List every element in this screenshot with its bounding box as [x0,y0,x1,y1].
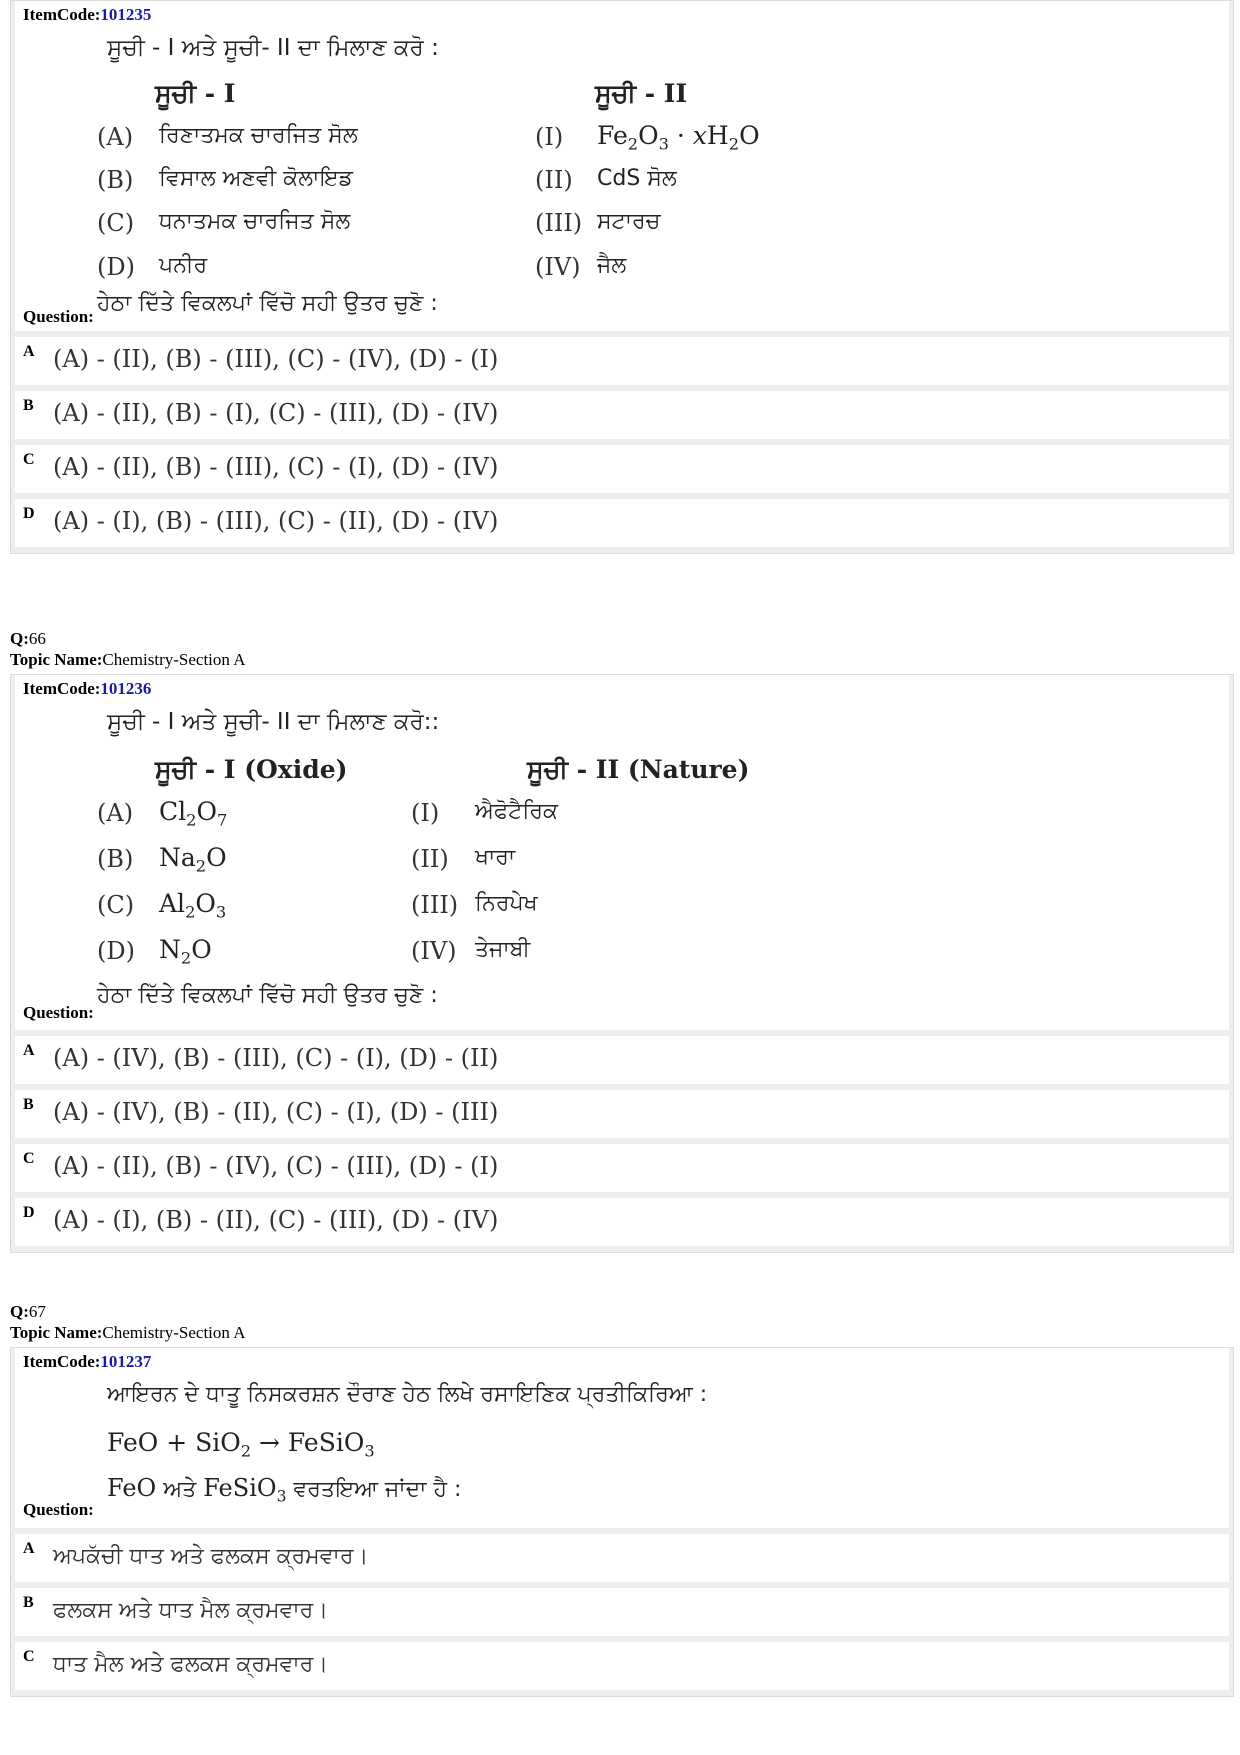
option-c[interactable] [15,1642,1229,1690]
question-intro: ਸੂਚੀ - I ਅਤੇ ਸੂਚੀ- II ਦਾ ਮਿਲਾਣ ਕਰੋ:: [107,709,440,735]
option-b[interactable] [15,391,1229,439]
option-c[interactable] [15,445,1229,493]
option-letter: A [23,1042,35,1059]
option-letter: D [23,1204,35,1221]
question-intro: ਆਇਰਨ ਦੇ ਧਾਤੂ ਨਿਸਕਰਸ਼ਨ ਦੌਰਾਣ ਹੇਠ ਲਿਖੇ ਰਸਾਇਣਿਕ ਪ੍ਰਤੀਕਿਰਿਆ : [107,1382,708,1407]
list2-item: ਖਾਰਾ [475,845,516,870]
topic-name: Topic Name:Chemistry-Section A [10,1323,246,1342]
list2-header: ਸੂਚੀ - II (Nature) [527,755,750,784]
question-prompt: ਹੇਠਾ ਦਿੱਤੇ ਵਿਕਲਪਾਂ ਵਿੱਚੋ ਸਹੀ ਉਤਰ ਚੁਣੋ : [97,291,438,316]
question-number: Q:66 [10,629,46,648]
list2-item-formula: $Fe_2O_3 \cdot xH_2O$ [597,121,760,154]
list1-item-formula: $Al_2O_3$ [159,889,227,922]
option-letter: B [23,397,34,414]
reaction-equation: FeO + SiO$_2$ → FeSiO$_3$ [107,1428,375,1461]
option-letter: B [23,1096,34,1113]
question-box [15,675,1229,1030]
option-text: ਅਪਕੱਚੀ ਧਾਤ ਅਤੇ ਫਲਕਸ ਕ੍ਰਮਵਾਰ। [53,1544,369,1569]
list1-key: (D) [97,253,135,281]
list2-header: ਸੂਚੀ - II [595,79,688,108]
option-b[interactable] [15,1588,1229,1636]
list2-item: ਨਿਰਪੇਖ [475,891,538,916]
option-text: (A) - (II), (B) - (III), (C) - (IV), (D) - (I) [53,345,499,373]
question-label: Question: [23,1003,94,1022]
option-letter: A [23,1540,35,1557]
option-text: (A) - (IV), (B) - (II), (C) - (I), (D) - (III) [53,1098,499,1126]
option-letter: D [23,505,35,522]
list1-header: ਸੂਚੀ - I [155,79,236,108]
list1-key: (A) [97,799,134,827]
item-code: ItemCode:101237 [23,1352,152,1371]
question-number: Q:67 [10,1302,46,1321]
list1-item: ਵਿਸਾਲ ਅਣਵੀ ਕੋਲਾਇਡ [159,166,353,191]
list1-key: (B) [97,845,134,873]
option-text: ਧਾਤ ਮੈਲ ਅਤੇ ਫਲਕਸ ਕ੍ਰਮਵਾਰ। [53,1652,329,1677]
list2-key: (IV) [535,253,581,281]
option-a[interactable] [15,1534,1229,1582]
option-letter: C [23,1150,35,1167]
question-intro: ਸੂਚੀ - I ਅਤੇ ਸੂਚੀ- II ਦਾ ਮਿਲਾਣ ਕਰੋ : [107,35,439,61]
list2-key: (III) [411,891,459,919]
list2-key: (IV) [411,937,457,965]
option-letter: C [23,1648,35,1665]
question-67 [10,1301,1234,1697]
option-text: (A) - (I), (B) - (II), (C) - (III), (D) - (IV) [53,1206,499,1234]
list1-item-formula: $Cl_2O_7$ [159,797,228,830]
option-text: ਫਲਕਸ ਅਤੇ ਧਾਤ ਮੈਲ ਕ੍ਰਮਵਾਰ। [53,1598,329,1623]
option-letter: C [23,451,35,468]
question-box [15,1348,1229,1528]
item-code: ItemCode:101236 [23,679,152,698]
option-d[interactable] [15,499,1229,547]
option-text: (A) - (II), (B) - (III), (C) - (I), (D) - (IV) [53,453,499,481]
list1-item: ਪਨੀਰ [159,253,208,278]
option-text: (A) - (II), (B) - (IV), (C) - (III), (D) - (I) [53,1152,499,1180]
list2-key: (I) [535,123,564,151]
list2-item: ਐਫੋਟੈਰਿਕ [475,799,559,824]
question-prompt: FeO ਅਤੇ FeSiO$_3$ ਵਰਤਇਆ ਜਾਂਦਾ ਹੈ : [107,1474,462,1506]
question-label: Question: [23,307,94,326]
list1-key: (B) [97,166,134,194]
list2-key: (I) [411,799,440,827]
option-b[interactable] [15,1090,1229,1138]
question-box [15,1,1229,331]
list2-item: ਸਟਾਰਚ [597,209,661,234]
list2-item: ਜੈਲ [597,253,627,278]
list2-key: (II) [411,845,449,873]
option-letter: B [23,1594,34,1611]
item-code: ItemCode:101235 [23,5,152,24]
option-text: (A) - (I), (B) - (III), (C) - (II), (D) - (IV) [53,507,499,535]
option-c[interactable] [15,1144,1229,1192]
list1-key: (D) [97,937,135,965]
list2-key: (II) [535,166,573,194]
option-text: (A) - (II), (B) - (I), (C) - (III), (D) - (IV) [53,399,499,427]
list2-item: CdS ਸੋਲ [597,166,677,191]
question-label: Question: [23,1500,94,1519]
topic-name: Topic Name:Chemistry-Section A [10,650,246,669]
list1-header: ਸੂਚੀ - I (Oxide) [155,755,348,784]
option-a[interactable] [15,337,1229,385]
list1-key: (C) [97,891,135,919]
option-a[interactable] [15,1036,1229,1084]
option-text: (A) - (IV), (B) - (III), (C) - (I), (D) - (II) [53,1044,499,1072]
option-d[interactable] [15,1198,1229,1246]
list1-key: (C) [97,209,135,237]
list2-key: (III) [535,209,583,237]
list2-item: ਤੇਜਾਬੀ [475,937,531,962]
question-66 [10,628,1234,1253]
question-65 [10,0,1234,554]
list1-key: (A) [97,123,134,151]
option-letter: A [23,343,35,360]
question-prompt: ਹੇਠਾ ਦਿੱਤੇ ਵਿਕਲਪਾਂ ਵਿੱਚੋ ਸਹੀ ਉਤਰ ਚੁਣੋ : [97,983,438,1008]
list1-item-formula: $N_2O$ [159,935,212,968]
list1-item: ਧਨਾਤਮਕ ਚਾਰਜਿਤ ਸੋਲ [159,209,351,234]
list1-item: ਰਿਣਾਤਮਕ ਚਾਰਜਿਤ ਸੋਲ [159,123,358,148]
list1-item-formula: $Na_2O$ [159,843,227,876]
